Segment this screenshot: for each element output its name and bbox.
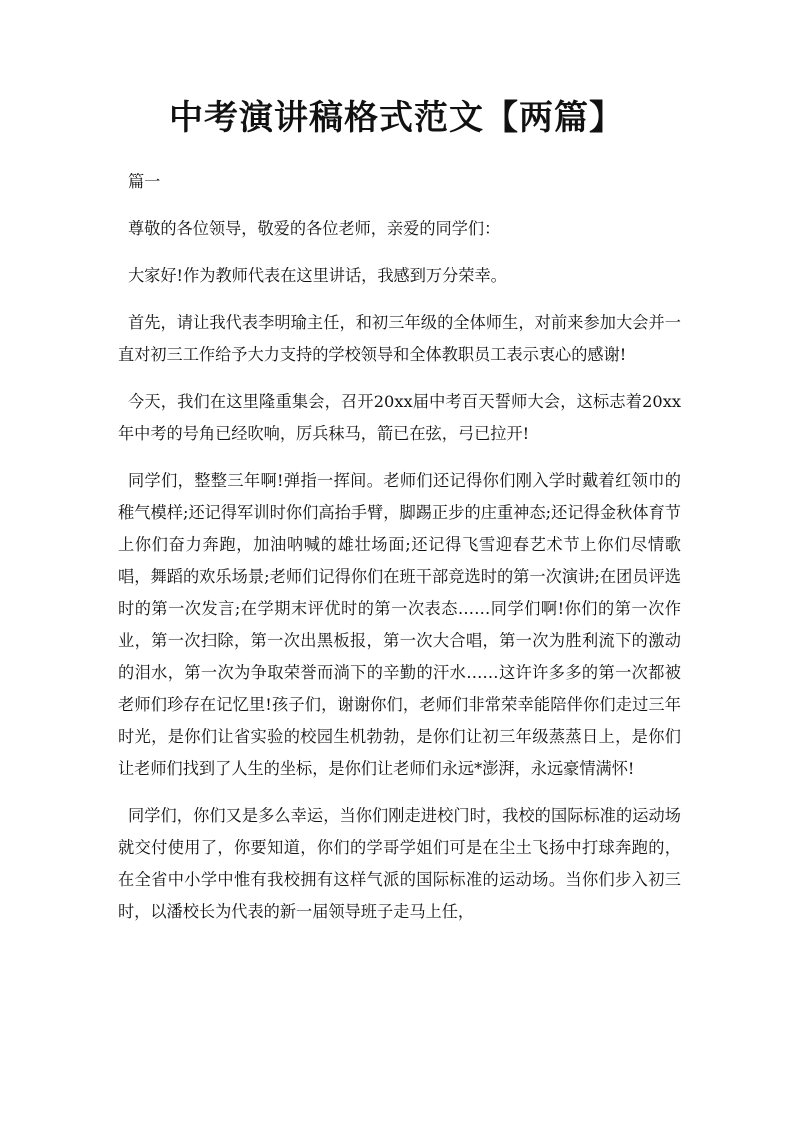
paragraph-salutation: 尊敬的各位领导，敬爱的各位老师，亲爱的同学们： [128,219,501,238]
document-body [118,166,681,943]
paragraph-rally: 今天，我们在这里隆重集会，召开20xx届中考百天誓师大会，这标志着20xx年中考的号角已经吹响，厉兵秣马，箭已在弦，弓已拉开! [118,392,681,443]
paragraph-fortune: 同学们，你们又是多么幸运，当你们刚走进校门时，我校的国际标准的运动场就交付使用了，你要知道，你们的学哥学姐们可是在尘土飞扬中打球奔跑的，在全省中小学中惟有我校拥有这样气派的国际标准的运动场。当你们步入初三时，以潘校长为代表的新一届领导班子走马上任， [118,806,681,921]
paragraph-memories: 同学们，整整三年啊!弹指一挥间。老师们还记得你们刚入学时戴着红领巾的稚气模样;还记得军训时你们高抬手臂，脚踢正步的庄重神态;还记得金秋体育节上你们奋力奔跑，加油呐喊的雄壮场面;还记得飞雪迎春艺术节上你们尽情歌唱，舞蹈的欢乐场景;老师们记得你们在班干部竞选时的第一次演讲;在团员评选时的第一次发言;在学期末评优时的第一次表态……同学们啊!你们的第一次作业，第一次扫除，第一次出黑板报，第一次大合唱，第一次为胜利流下的激动的泪水，第一次为争取荣誉而淌下的辛勤的汗水……这许许多多的第一次都被老师们珍存在记忆里!孩子们，谢谢你们，老师们非常荣幸能陪伴你们走过三年时光，是你们让省实验的校园生机勃勃，是你们让初三年级蒸蒸日上，是你们让老师们找到了人生的坐标，是你们让老师们永远*澎湃，永远豪情满怀! [118,471,681,778]
paragraph-thanks: 首先，请让我代表李明瑜主任，和初三年级的全体师生，对前来参加大会并一直对初三工作给予大力支持的学校领导和全体教职员工表示衷心的感谢! [118,313,681,364]
paragraph-greeting: 大家好!作为教师代表在这里讲话，我感到万分荣幸。 [128,266,507,285]
paragraph-section-label: 篇一 [128,172,161,191]
document-title: 中考演讲稿格式范文【两篇】 [169,98,624,138]
